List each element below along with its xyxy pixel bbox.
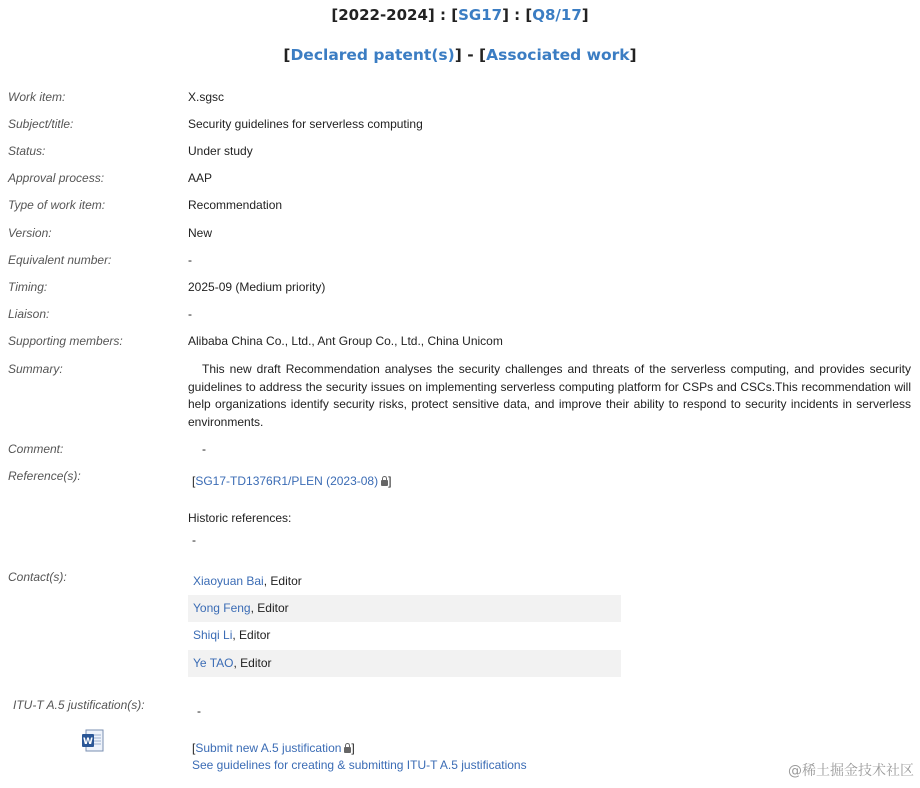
work-item-label: Work item: [8, 90, 66, 104]
watermark: @稀土掘金技术社区 [788, 763, 914, 779]
associated-work-link[interactable]: Associated work [486, 46, 630, 64]
summary-label: Summary: [8, 362, 63, 376]
related-links: [Declared patent(s)] - [Associated work] [283, 46, 637, 64]
version-label: Version: [8, 226, 52, 240]
question-link[interactable]: Q8/17 [532, 6, 582, 24]
lock-icon [381, 480, 388, 486]
word-document-icon[interactable] [80, 728, 106, 754]
contact-name-link[interactable]: Shiqi Li [193, 628, 233, 642]
type-label: Type of work item: [8, 198, 106, 212]
status-label: Status: [8, 144, 46, 158]
timing-label: Timing: [8, 280, 48, 294]
supporting-value: Alibaba China Co., Ltd., Ant Group Co., Ltd., China Unicom [188, 334, 503, 348]
historic-references-value: - [192, 533, 196, 547]
breadcrumb: [2022-2024] : [SG17] : [Q8/17] [331, 6, 589, 24]
approval-value: AAP [188, 171, 213, 185]
liaison-label: Liaison: [8, 307, 50, 321]
submit-a5-link[interactable]: Submit new A.5 justification [195, 741, 342, 755]
liaison-value: - [188, 307, 192, 321]
reference-link[interactable]: SG17-TD1376R1/PLEN (2023-08) [195, 474, 379, 488]
comment-label: Comment: [8, 442, 64, 456]
sg17-link[interactable]: SG17 [458, 6, 503, 24]
work-item-link[interactable]: X.sgsc [188, 90, 225, 104]
lock-icon [344, 747, 351, 753]
historic-references-label: Historic references: [188, 511, 292, 525]
type-value: Recommendation [188, 198, 283, 212]
timing-value: 2025-09 (Medium priority) [188, 280, 326, 294]
subject-value: Security guidelines for serverless computing [188, 117, 423, 131]
references-label: Reference(s): [8, 469, 81, 483]
supporting-label: Supporting members: [8, 334, 123, 348]
a5-value: - [197, 704, 201, 718]
contact-row: Shiqi Li, Editor [193, 628, 271, 642]
equivalent-label: Equivalent number: [8, 253, 112, 267]
approval-label: Approval process: [8, 171, 105, 185]
summary-value: This new draft Recommendation analyses the security challenges and threats of the serverless computing, and provides security guidelines to address the security issues on implementing serverless computing platform for CSPs and CSCs.This recommendation will help organizations identify security risks, protect sensitive data, and improve their ability to respond to security incidents in serverless environments. [188, 362, 911, 429]
subject-label: Subject/title: [8, 117, 74, 131]
comment-value: - [202, 442, 206, 456]
contact-row: Yong Feng, Editor [188, 595, 621, 622]
declared-patents-link[interactable]: Declared patent(s) [290, 46, 455, 64]
status-link[interactable]: Under study [188, 144, 253, 158]
contact-name-link[interactable]: Xiaoyuan Bai [193, 574, 264, 588]
contacts-label: Contact(s): [8, 570, 67, 584]
submit-a5-entry: [Submit new A.5 justification ] [192, 741, 355, 755]
contact-name-link[interactable]: Yong Feng [193, 601, 251, 615]
version-value: New [188, 226, 213, 240]
contact-row: Ye TAO, Editor [188, 650, 621, 677]
equivalent-value: - [188, 253, 192, 267]
a5-guidelines-link[interactable]: See guidelines for creating & submitting ITU-T A.5 justifications [192, 758, 527, 772]
svg-text:W: W [83, 737, 93, 747]
a5-label: ITU-T A.5 justification(s): [13, 698, 145, 712]
contact-name-link[interactable]: Ye TAO [193, 656, 234, 670]
reference-entry: [SG17-TD1376R1/PLEN (2023-08) ] [192, 474, 392, 488]
contact-row: Xiaoyuan Bai, Editor [193, 574, 302, 588]
